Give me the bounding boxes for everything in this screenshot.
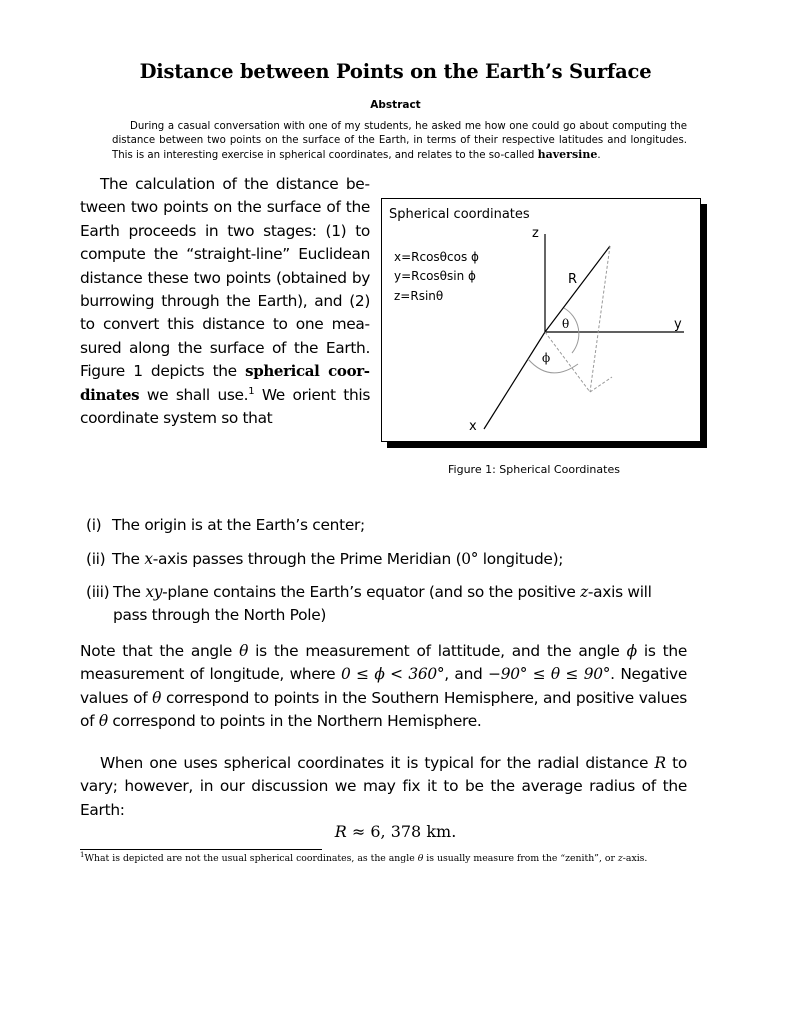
math-theta-range: −90° ≤ θ ≤ 90° <box>488 665 611 684</box>
footnote <box>80 850 720 864</box>
phi-label: ϕ <box>542 351 551 365</box>
list-label: (i) <box>86 516 102 534</box>
footnote-ref[interactable]: 1 <box>248 385 255 397</box>
intro-bold-term: spherical coordinates <box>80 362 371 404</box>
list-text: The <box>112 550 145 568</box>
math-z: z <box>617 853 623 864</box>
radius-line <box>545 246 610 332</box>
list-text: -axis passes through the Prime Meridian ( <box>152 550 462 568</box>
footnote-mark: 1 <box>80 850 85 859</box>
text: , and <box>444 665 489 684</box>
math-theta: θ <box>417 853 424 864</box>
equation-z: z=Rsinθ <box>394 289 444 303</box>
figure-caption: Figure 1: Spherical Coordinates <box>448 463 620 476</box>
intro-part2: we shall use. <box>139 385 249 404</box>
text: to vary; however, in our discussion we may fix it to be the average radius of the Earth: <box>80 754 687 819</box>
equation-earth-radius <box>0 822 791 841</box>
paragraph-radius <box>80 752 687 822</box>
text: correspond to points in the Northern Hemisphere. <box>107 712 482 731</box>
math-theta: θ <box>152 688 162 707</box>
abstract-heading: Abstract <box>370 99 421 111</box>
list-text: -plane contains the Earth’s equator (and so the positive <box>162 583 581 601</box>
list-item-i <box>86 514 706 537</box>
abstract-haversine: haversine <box>537 148 598 161</box>
text: -axis. <box>622 853 648 864</box>
list-text: The <box>113 583 146 601</box>
intro-part3: We orient this coordinate system so that <box>80 385 370 428</box>
list-text: The origin is at the Earth’s center; <box>112 516 365 534</box>
foot-line <box>590 377 612 392</box>
text: correspond to points in the Southern Hemisphere, and positive values of <box>80 688 687 731</box>
abstract-end: . <box>597 150 601 161</box>
equation-y: y=Rcosθsin ϕ <box>394 269 476 283</box>
list-label: (ii) <box>86 550 106 568</box>
math-phi-range: 0 ≤ ϕ < 360° <box>340 665 445 684</box>
projection-line <box>545 332 590 392</box>
math-theta: θ <box>239 642 249 660</box>
equation-x: x=Rcosθcos ϕ <box>394 250 479 264</box>
footnote-divider <box>80 849 322 850</box>
y-axis-label: y <box>674 317 682 332</box>
math-R: R <box>654 754 666 772</box>
list-item-ii <box>86 548 706 571</box>
paragraph-angles <box>80 640 687 734</box>
text: . Negative values of <box>80 665 687 707</box>
math-phi: ϕ <box>626 642 637 660</box>
math-x: x <box>144 550 153 568</box>
eq-rel: ≈ <box>346 822 371 841</box>
figure-title: Spherical coordinates <box>389 207 530 222</box>
eq-unit: km. <box>421 822 457 841</box>
text: When one uses spherical coordinates it is typical for the radial distance <box>100 754 655 772</box>
list-text: -axis will <box>587 583 652 601</box>
figure-spherical-coordinates <box>381 198 701 442</box>
radius-label: R <box>568 272 578 287</box>
text: Note that the angle <box>80 642 240 660</box>
list-text: longitude); <box>478 550 564 568</box>
list-item-iii <box>86 581 706 628</box>
math-theta: θ <box>98 712 108 731</box>
eq-rhs: 6, 378 <box>370 822 422 841</box>
text: is usually measure from the “zenith”, or <box>423 853 618 864</box>
eq-lhs: R <box>334 822 347 841</box>
list-label: (iii) <box>86 583 110 601</box>
math-z: z <box>580 583 588 601</box>
x-axis-label: x <box>469 419 477 434</box>
x-axis-line <box>484 332 545 429</box>
list-text-continued: pass through the North Pole) <box>113 606 327 625</box>
text: is the measurement of longitude, where <box>80 642 687 684</box>
text: is the measurement of lattitude, and the angle <box>248 642 627 660</box>
intro-paragraph <box>80 173 370 430</box>
text: What is depicted are not the usual spherical coordinates, as the angle <box>84 853 418 864</box>
abstract-body: During a casual conversation with one of my students, he asked me how one could go about computing the distance between two points on the surface of the Earth, in terms of their respective latitudes and longitudes. This is an interesting exercise in spherical coordinates, and relates to the so-called <box>112 121 687 161</box>
intro-part1: The calculation of the distance between two points on the surface of the Earth proceeds in two stages: (1) to compute the “straight-line” Euclidean distance these two points (obtained by burrowing through the Earth), and (2) to convert this distance to one measured along the surface of the Earth. Figure 1 depicts the <box>80 175 370 381</box>
theta-label: θ <box>562 317 570 331</box>
math-zero-degrees: 0° <box>461 550 479 568</box>
z-axis-label: z <box>532 226 539 241</box>
paper-title: Distance between Points on the Earth’s Surface <box>139 60 652 83</box>
math-xy: xy <box>145 583 163 601</box>
figure-diagram <box>382 199 700 441</box>
abstract-text <box>112 120 687 163</box>
